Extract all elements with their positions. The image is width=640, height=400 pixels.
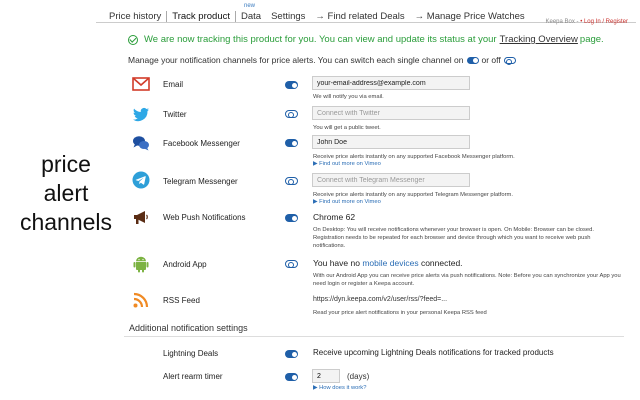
- channel-label-facebook-messenger: Facebook Messenger: [163, 139, 240, 148]
- lightning-deals-label: Lightning Deals: [163, 349, 219, 358]
- lightning-deals-text: Receive upcoming Lightning Deals notifications for tracked products: [313, 348, 554, 357]
- caption-line-2: alert: [43, 180, 89, 206]
- notice-tail: page.: [579, 34, 604, 45]
- toggle-on-icon: [467, 57, 479, 64]
- tab-data-label: Data: [241, 11, 262, 22]
- how-does-it-work-link[interactable]: ▶ How does it work?: [313, 385, 367, 391]
- toggle-telegram[interactable]: [285, 177, 298, 185]
- email-help: We will notify you via email.: [313, 94, 384, 100]
- channel-label-rss: RSS Feed: [163, 296, 200, 305]
- caption: [14, 150, 118, 237]
- tab-track-product[interactable]: Track product: [172, 11, 230, 22]
- android-status-suffix: connected.: [420, 258, 463, 268]
- android-status: [313, 258, 463, 268]
- tab-find-related-deals[interactable]: → Find related Deals: [315, 11, 405, 22]
- android-help: With our Android App you can receive price alerts via push notifications. Note: Before you can synchronize your App you need login or register a Keepa account.: [313, 273, 621, 287]
- auth-separator: -: [576, 19, 579, 25]
- twitter-connect-field[interactable]: [312, 106, 470, 120]
- notice-text: We are now tracking this product for you. You can view and update its status at your: [144, 34, 497, 45]
- android-icon: [132, 255, 150, 273]
- channel-label-twitter: Twitter: [163, 110, 187, 119]
- tracking-notice: [128, 34, 604, 45]
- manage-on-word: on: [454, 55, 464, 65]
- auth-links: [546, 19, 629, 25]
- web-push-help: On Desktop: You will receive notifications whenever your browser is open. On Mobile: Browser can be closed. Registration needs to be repeated for each browser and device through which you want to receive web push notifications.: [313, 227, 594, 249]
- twitter-help: You will get a public tweet.: [313, 125, 381, 131]
- channel-label-email: Email: [163, 80, 184, 89]
- tab-manage-price-watches[interactable]: → Manage Price Watches: [414, 11, 525, 22]
- check-circle-icon: [128, 35, 138, 45]
- days-unit: (days): [347, 372, 370, 381]
- tab-bar: [104, 3, 530, 22]
- toggle-android[interactable]: [285, 260, 298, 268]
- facebook-name-field[interactable]: [312, 135, 470, 149]
- mobile-devices-link[interactable]: mobile devices: [362, 258, 419, 268]
- facebook-help: Receive price alerts instantly on any supported Facebook Messenger platform.: [313, 154, 515, 160]
- section-divider: [124, 336, 624, 337]
- rearm-days-input[interactable]: [312, 369, 340, 383]
- caption-line-1: price: [41, 151, 91, 177]
- tracking-overview-link[interactable]: Tracking Overview: [499, 34, 578, 45]
- rss-help: Read your price alert notifications in your personal Keepa RSS feed: [313, 310, 487, 316]
- manage-text: Manage your notification channels for price alerts. You can switch each single channel: [128, 55, 452, 65]
- telegram-vimeo-link[interactable]: ▶ Find out more on Vimeo: [313, 199, 381, 205]
- rss-feed-url[interactable]: https://dyn.keepa.com/v2/user/rss/?feed=...: [313, 296, 448, 303]
- toggle-off-icon: [504, 57, 516, 64]
- login-register-link[interactable]: • Log In / Register: [580, 19, 628, 25]
- keepa-box-link[interactable]: Keepa Box: [545, 19, 575, 25]
- toggle-alert-rearm[interactable]: [285, 373, 298, 381]
- manage-or-off: or off: [481, 55, 501, 65]
- email-field[interactable]: [312, 76, 470, 90]
- manage-channels-text: [128, 55, 519, 65]
- channel-label-telegram: Telegram Messenger: [163, 177, 238, 186]
- channel-label-web-push: Web Push Notifications: [163, 213, 246, 222]
- email-icon: [132, 75, 150, 93]
- toggle-facebook-messenger[interactable]: [285, 139, 298, 147]
- tab-price-history[interactable]: Price history: [109, 11, 162, 22]
- telegram-icon: [132, 171, 150, 189]
- alert-rearm-label: Alert rearm timer: [163, 372, 223, 381]
- messenger-icon: [132, 134, 150, 152]
- telegram-connect-field[interactable]: [312, 173, 470, 187]
- toggle-email[interactable]: [285, 81, 298, 89]
- toggle-lightning-deals[interactable]: [285, 350, 298, 358]
- tab-data[interactable]: [236, 3, 266, 22]
- tab-settings[interactable]: Settings: [271, 11, 306, 22]
- rss-icon: [132, 291, 150, 309]
- channel-label-android: Android App: [163, 260, 207, 269]
- android-status-prefix: You have no: [313, 258, 360, 268]
- telegram-help: Receive price alerts instantly on any supported Telegram Messenger platform.: [313, 192, 513, 198]
- web-push-browser: Chrome 62: [313, 212, 356, 222]
- twitter-icon: [132, 105, 150, 123]
- megaphone-icon: [132, 208, 150, 226]
- new-badge: new: [244, 3, 256, 9]
- caption-line-3: channels: [19, 209, 113, 235]
- additional-settings-title: Additional notification settings: [129, 323, 248, 333]
- toggle-twitter[interactable]: [285, 110, 298, 118]
- toggle-web-push[interactable]: [285, 214, 298, 222]
- facebook-vimeo-link[interactable]: ▶ Find out more on Vimeo: [313, 161, 381, 167]
